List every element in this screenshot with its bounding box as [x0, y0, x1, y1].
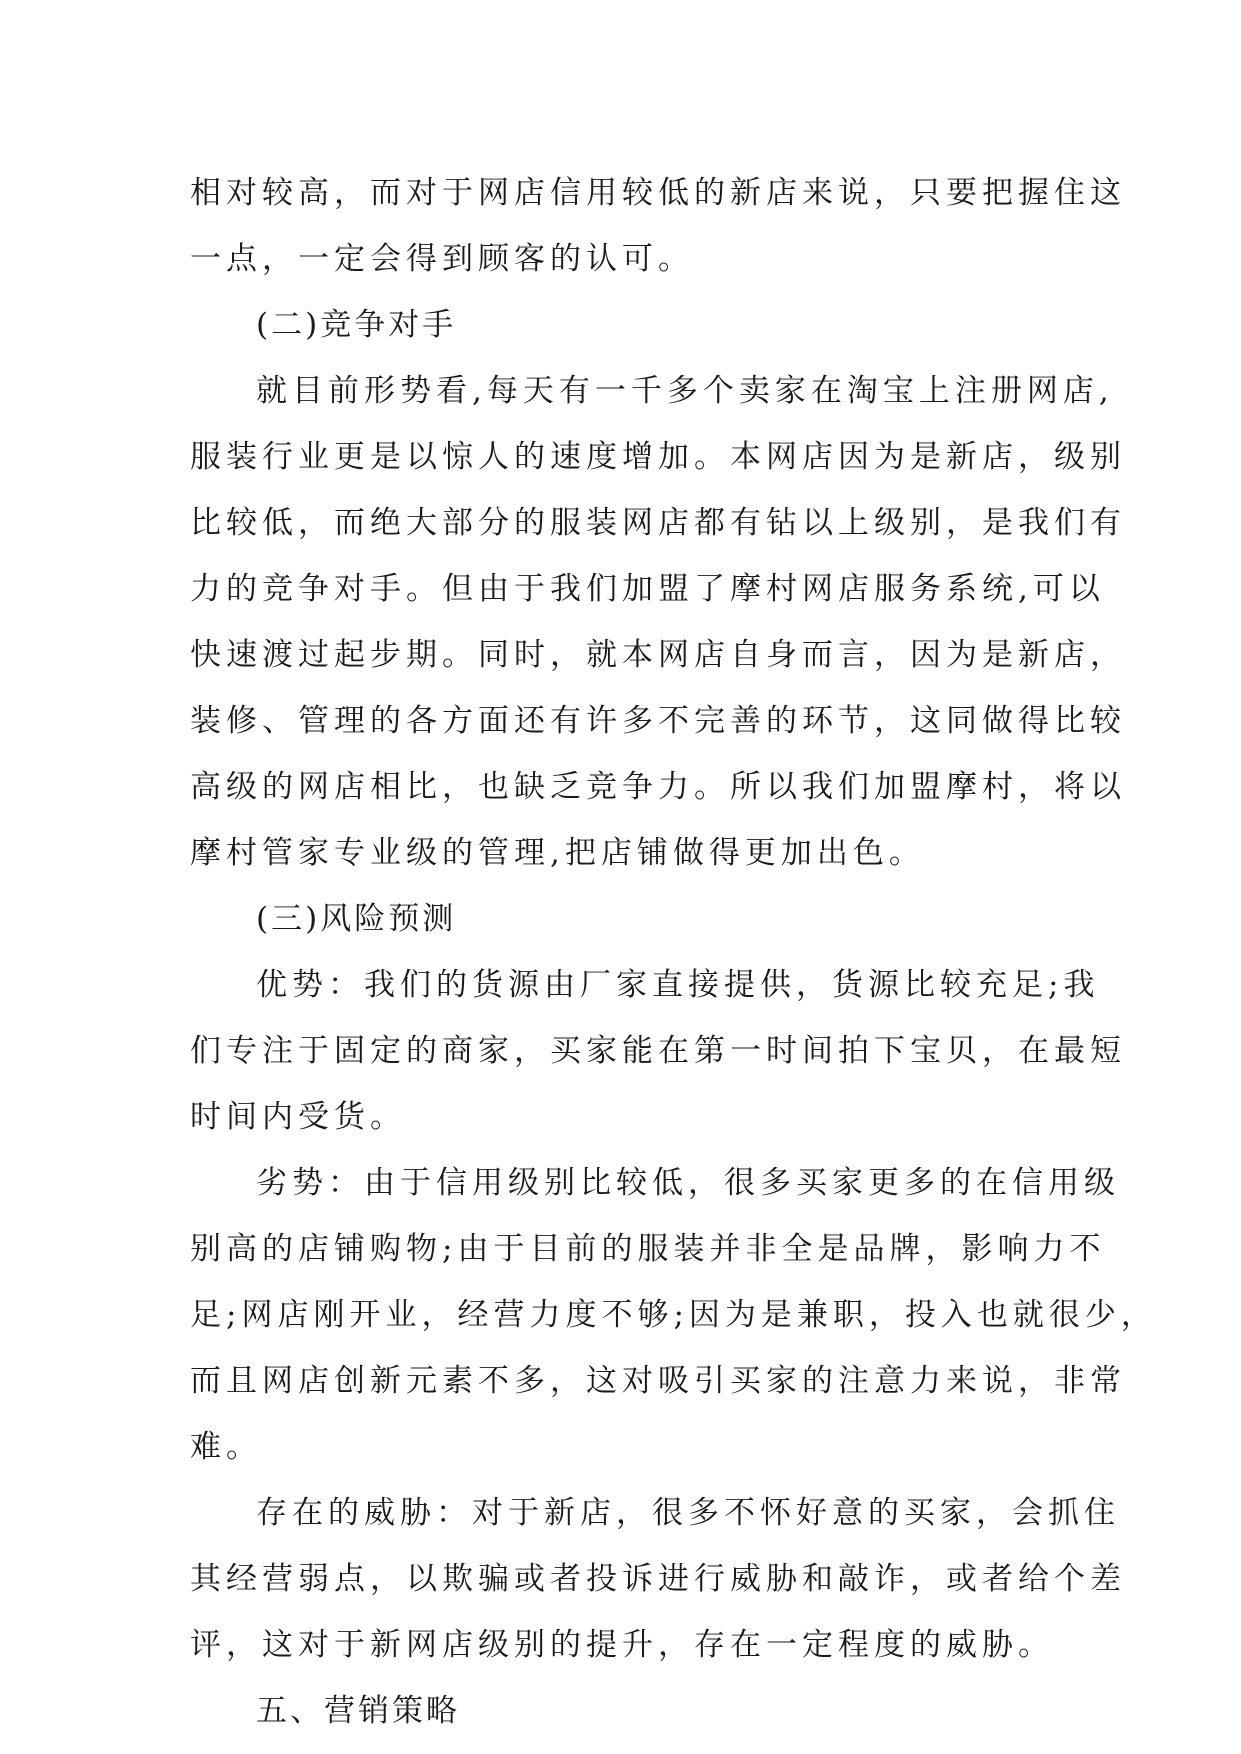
paragraph-line: 劣势：由于信用级别比较低，很多买家更多的在信用级: [256, 1165, 1120, 1201]
paragraph-line: 评，这对于新网店级别的提升，存在一定程度的威胁。: [190, 1627, 1054, 1663]
paragraph-line: 比较低，而绝大部分的服装网店都有钻以上级别，是我们有: [190, 505, 1126, 541]
paragraph-line: 别高的店铺购物;由于目前的服装并非全是品牌，影响力不: [190, 1231, 1106, 1267]
paragraph-line: 足;网店刚开业，经营力度不够;因为是兼职，投入也就很少，: [190, 1297, 1157, 1333]
paragraph-line: 时间内受货。: [190, 1099, 406, 1135]
paragraph-line: 一点，一定会得到顾客的认可。: [190, 241, 694, 277]
paragraph-line: 们专注于固定的商家，买家能在第一时间拍下宝贝，在最短: [190, 1033, 1126, 1069]
paragraph-line: 高级的网店相比，也缺乏竞争力。所以我们加盟摩村，将以: [190, 769, 1126, 805]
paragraph-line: 难。: [190, 1429, 262, 1465]
document-body: [190, 160, 1157, 1744]
paragraph-line: 摩村管家专业级的管理,把店铺做得更加出色。: [190, 835, 925, 871]
paragraph-line: 存在的威胁：对于新店，很多不怀好意的买家，会抓住: [256, 1495, 1120, 1531]
section-heading: 五、营销策略: [256, 1693, 460, 1729]
paragraph-line: 服装行业更是以惊人的速度增加。本网店因为是新店，级别: [190, 439, 1126, 475]
paragraph-line: 其经营弱点，以欺骗或者投诉进行威胁和敲诈，或者给个差: [190, 1561, 1126, 1597]
paragraph-line: 就目前形势看,每天有一千多个卖家在淘宝上注册网店,: [256, 373, 1114, 409]
paragraph-line: 快速渡过起步期。同时，就本网店自身而言，因为是新店，: [190, 637, 1126, 673]
section-heading: (二)竞争对手: [256, 307, 457, 343]
paragraph-line: 装修、管理的各方面还有许多不完善的环节，这同做得比较: [190, 703, 1126, 739]
paragraph-line: 力的竞争对手。但由于我们加盟了摩村网店服务系统,可以: [190, 571, 1105, 607]
paragraph-line: 相对较高，而对于网店信用较低的新店来说，只要把握住这: [190, 175, 1126, 211]
section-heading: (三)风险预测: [256, 901, 457, 937]
paragraph-line: 而且网店创新元素不多，这对吸引买家的注意力来说，非常: [190, 1363, 1126, 1399]
paragraph-line: 优势：我们的货源由厂家直接提供，货源比较充足;我: [256, 967, 1100, 1003]
